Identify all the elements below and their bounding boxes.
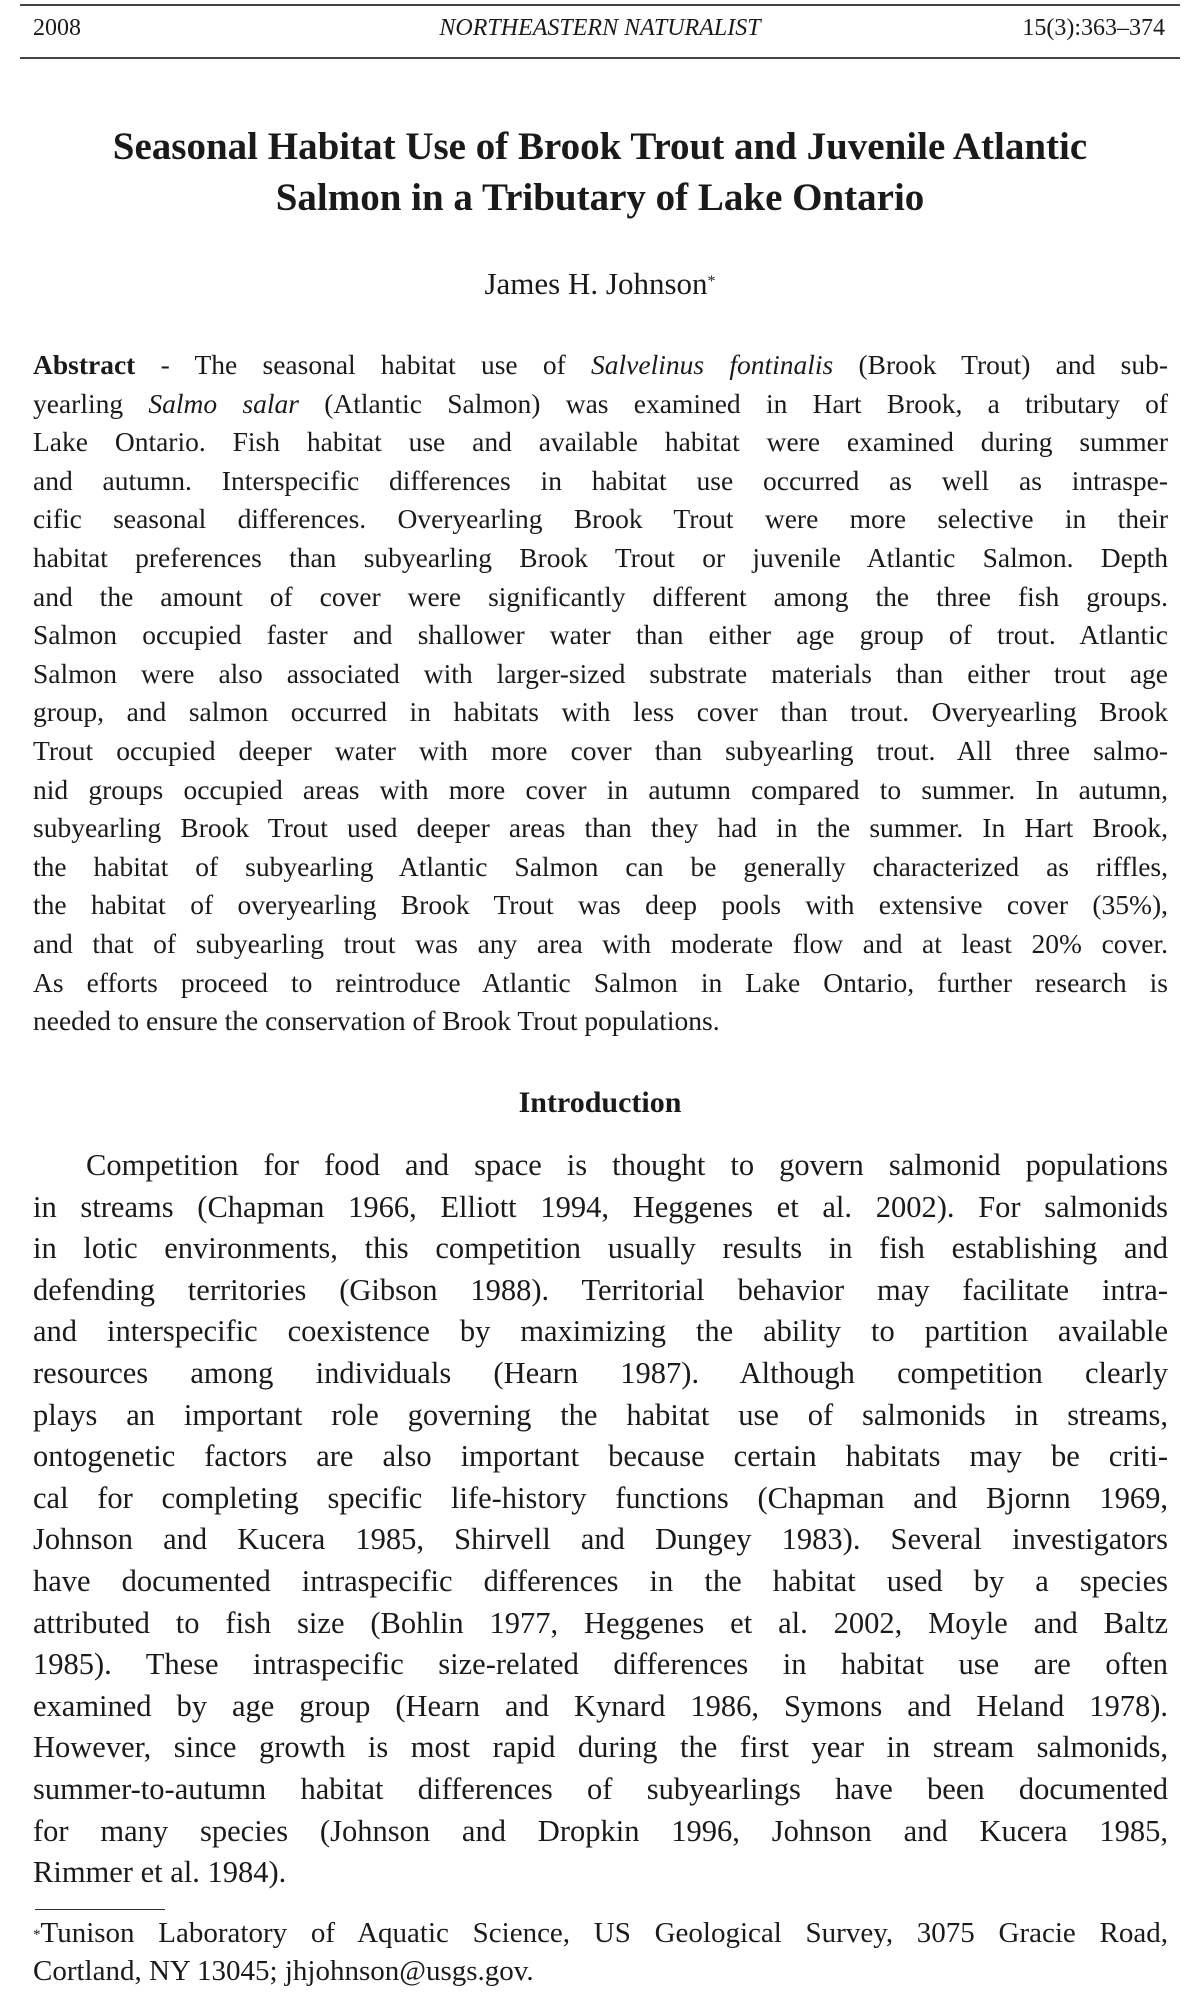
footnote-line-2: Cortland, NY 13045; jhjohnson@usgs.gov. (33, 1954, 534, 1987)
abstract-line: Trout occupied deeper water with more cover than subyearling trout. All three salmo- (33, 734, 1168, 766)
species-name: Salvelinus fontinalis (591, 349, 834, 380)
abstract-line: and the amount of cover were significantly different among the three fish groups. (33, 580, 1168, 612)
paper-title (0, 121, 1200, 223)
abstract (33, 346, 1168, 1041)
introduction-line: 1985). These intraspecific size-related differences in habitat use are often (33, 1647, 1168, 1682)
footnote-line-1: Tunison Laboratory of Aquatic Science, US Geological Survey, 3075 Gracie Road, (40, 1917, 1168, 1949)
introduction-line: summer-to-autumn habitat differences of subyearlings have been documented (33, 1771, 1168, 1806)
abstract-line: group, and salmon occurred in habitats with less cover than trout. Overyearling Brook (33, 696, 1168, 728)
introduction-line: Competition for food and space is thought to govern salmonid populations (86, 1148, 1168, 1182)
species-name: Salmo salar (148, 387, 299, 419)
abstract-line: and that of subyearling trout was any area with moderate flow and at least 20% cover. (33, 927, 1168, 959)
abstract-line: cific seasonal differences. Overyearling Brook Trout were more selective in their (33, 503, 1168, 535)
running-header-year: 2008 (33, 15, 81, 41)
abstract-line: habitat preferences than subyearling Brook Trout or juvenile Atlantic Salmon. Depth (33, 541, 1168, 573)
introduction-line: examined by age group (Hearn and Kynard 1986, Symons and Heland 1978). (33, 1688, 1168, 1723)
abstract-line: needed to ensure the conservation of Brook Trout populations. (33, 1005, 720, 1037)
author-name: James H. Johnson (484, 266, 708, 301)
introduction-line: cal for completing specific life-history functions (Chapman and Bjornn 1969, (33, 1480, 1168, 1515)
abstract-line: the habitat of subyearling Atlantic Salmon can be generally characterized as riffles, (33, 850, 1168, 882)
header-top-rule (20, 4, 1180, 6)
author-affiliation-footnote (33, 1915, 1168, 1990)
introduction-line: for many species (Johnson and Dropkin 1996, Johnson and Kucera 1985, (33, 1813, 1168, 1848)
abstract-line: subyearling Brook Trout used deeper areas than they had in the summer. In Hart Brook, (33, 812, 1168, 844)
author-byline (0, 264, 1200, 304)
abstract-label: Abstract (33, 349, 136, 380)
introduction-line: resources among individuals (Hearn 1987). Although competition clearly (33, 1355, 1168, 1390)
header-bottom-rule (20, 57, 1180, 59)
introduction-line: and interspecific coexistence by maximizing the ability to partition available (33, 1314, 1168, 1349)
introduction-paragraph (33, 1145, 1168, 1894)
section-heading-introduction: Introduction (518, 1086, 682, 1119)
introduction-line: in streams (Chapman 1966, Elliott 1994, Heggenes et al. 2002). For salmonids (33, 1189, 1168, 1224)
title-line-1: Seasonal Habitat Use of Brook Trout and Juvenile Atlantic (112, 125, 1088, 168)
title-line-2: Salmon in a Tributary of Lake Ontario (275, 176, 925, 219)
introduction-line: However, since growth is most rapid during the first year in stream salmonids, (33, 1730, 1168, 1765)
running-header-journal: NORTHEASTERN NATURALIST (439, 15, 761, 41)
running-header-citation: 15(3):363–374 (1022, 15, 1165, 41)
abstract-line: Abstract - The seasonal habitat use of Salvelinus fontinalis (Brook Trout) and sub- (33, 349, 1168, 380)
introduction-line: have documented intraspecific differences in the habitat used by a species (33, 1563, 1168, 1598)
introduction-line: Rimmer et al. 1984). (33, 1855, 287, 1890)
abstract-line: nid groups occupied areas with more cover in autumn compared to summer. In autumn, (33, 773, 1168, 805)
abstract-line: Salmon were also associated with larger-sized substrate materials than either trout age (33, 657, 1168, 689)
footnote-rule (35, 1909, 165, 1910)
introduction-line: Johnson and Kucera 1985, Shirvell and Dungey 1983). Several investigators (33, 1522, 1168, 1557)
introduction-line: plays an important role governing the habitat use of salmonids in streams, (33, 1397, 1168, 1432)
abstract-line: and autumn. Interspecific differences in habitat use occurred as well as intraspe- (33, 464, 1168, 496)
abstract-line: As efforts proceed to reintroduce Atlantic Salmon in Lake Ontario, further research is (33, 966, 1168, 998)
abstract-line: Lake Ontario. Fish habitat use and available habitat were examined during summer (33, 426, 1168, 458)
footnote-mark: * (33, 1927, 41, 1943)
abstract-line: the habitat of overyearling Brook Trout was deep pools with extensive cover (35%), (33, 889, 1168, 921)
abstract-line: yearling Salmo salar (Atlantic Salmon) was examined in Hart Brook, a tributary of (33, 387, 1169, 419)
introduction-line: in lotic environments, this competition usually results in fish establishing and (33, 1231, 1168, 1266)
abstract-line: Salmon occupied faster and shallower water than either age group of trout. Atlantic (33, 619, 1168, 651)
introduction-line: attributed to fish size (Bohlin 1977, Heggenes et al. 2002, Moyle and Baltz (33, 1605, 1168, 1640)
introduction-line: defending territories (Gibson 1988). Territorial behavior may facilitate intra- (33, 1272, 1168, 1307)
author-footnote-mark: * (707, 273, 716, 290)
introduction-line: ontogenetic factors are also important because certain habitats may be criti- (33, 1439, 1168, 1474)
